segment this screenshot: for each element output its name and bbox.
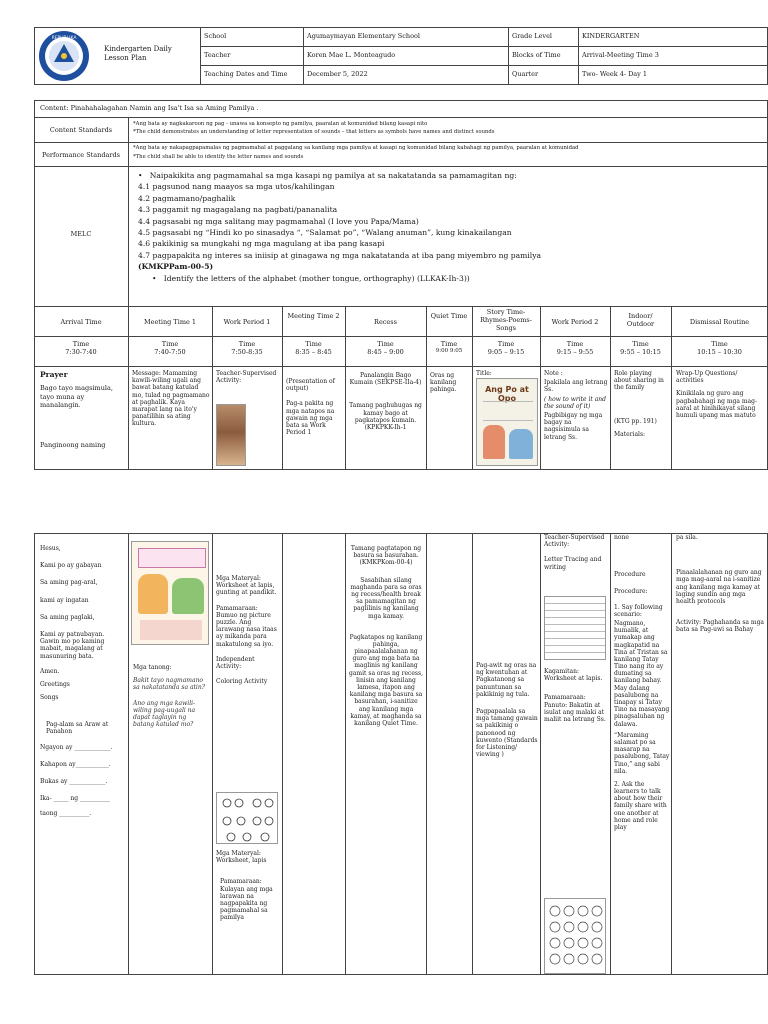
arrival-text: Panginoong naming	[40, 440, 106, 449]
label-dates: Teaching Dates and Time	[204, 70, 288, 78]
content-standards-label: Content Standards	[49, 126, 113, 134]
time-cell-meeting2: Time 8:35 – 8:45	[295, 340, 332, 357]
time-cell-story: Time 9:05 – 9:15	[487, 340, 525, 357]
melc-item: 4.3 paggamit ng magagalang na pagbati/pananalita	[138, 205, 338, 215]
story-poster-title: Ang Po at Opo	[485, 385, 529, 403]
value-blocks: Arrival-Meeting Time 3	[582, 51, 659, 59]
col-header-work2: Work Period 2	[551, 318, 599, 326]
indoor-continued: none Procedure Procedure: 1. Say following scenario: Nagmano, humalik, at yumakap ang magkapatid na Tina at Tristan sa kanilang Tatay Tino nang ito ay dumating sa kanilang bahay. May dalang pasalubong na tinapay si Tatay Tino na masayang pinagsaluhan ng dalawa. “Maraming salamat po sa masarap na pasalubong, Tatay Tino,” ang sabi nila. 2. Ask the learners to talk about how their family share with one another at home and role play	[614, 534, 670, 831]
meeting1-message: Message: Mamaming kawili-wiling ugali ang bawat batang katulad mo, tulad ng pagmamano at paghalik. Kaya marapat lang na ito'y panatilihin sa ating kultura.	[132, 370, 210, 428]
content-standards-2: *The child demonstrates an understanding of letter representation of sounds – that letters as symbols have names and distinct sounds	[133, 129, 495, 135]
time-cell-work1: Time 7:50-8:35	[231, 340, 263, 357]
work2-cell: Note : Ipakilala ang letrang Ss. ( how to write it and the sound of it) Pagbibigay ng mga bagay na nagsisimula sa letrang Ss.	[544, 370, 608, 441]
melc-item: 4.5 pagsasabi ng “Hindi ko po sinasadya “, “Salamat po”, “Walang anuman”, kung kinakailangan	[138, 227, 512, 237]
melc-item: 4.4 pagsasabi ng mga salitang may pagmamahal (I love you Papa/Mama)	[138, 216, 419, 226]
dismissal-continued: pa sila. Pinaalalahanan ng guro ang mga mag-aaral na i-sanitize ang kanilang mga kamay at laging sundin ang mga health protocols Activity: Paghahanda sa mga bata sa Pag-uwi sa Bahay	[676, 534, 764, 634]
col-header-work1: Work Period 1	[223, 318, 271, 326]
value-grade: KINDERGARTEN	[582, 32, 640, 40]
work1-coloring-text: Mga Materyal: Worksheet, lapis Pamamaraan: Kulayan ang mga larawan na nagpapakita ng pagmamahal sa pamilya	[216, 850, 273, 922]
arrival-text: Bago tayo magsimula, tayo muna ay manalangin.	[40, 384, 113, 409]
svg-text:REPUBLIKA: REPUBLIKA	[51, 36, 77, 41]
col-header-meeting2: Meeting Time 2	[287, 312, 340, 320]
label-grade: Grade Level	[512, 32, 553, 40]
meeting2-cell: (Presentation of output) Pag-a pakita ng mga natapos na gawain ng mga bata sa Work Period 1	[286, 378, 335, 437]
quiet-cell: Oras ng kanilang pahinga.	[430, 372, 457, 394]
prayer-title: Prayer	[40, 370, 68, 379]
col-header-indoor: Indoor/ Outdoor	[626, 312, 655, 329]
story-continued: Pag-awit ng oras na ng kwentuhan at Pagkatanong sa panuntunan sa pakikinig ng tula. Pagpapaalala sa mga tamang gawain sa pakikinig o panonood ng kuwento (Standards for Listening/ viewing )	[476, 662, 538, 759]
time-cell-quiet: Time 9:00 9:05	[435, 340, 463, 355]
melc-item: 4.2 pagmamano/paghalik	[138, 193, 236, 203]
work1-picture	[216, 404, 246, 466]
story-title-label: Title:	[476, 370, 492, 377]
label-quarter: Quarter	[512, 70, 539, 78]
value-school: Agumaymayan Elementary School	[307, 32, 420, 40]
recess-continued: Tamang pagtatapon ng basura sa basurahan. (KMKPKom-00-4) Sasabihan silang maghanda para sa oras ng recess/health break sa pamamagitan ng paglilinis ng kanilang mga kamay. Pagkatapos ng kanilang pahinga, pinapaalalahanan ng guro ang mga bata na maglinis ng kanilang gamit sa oras ng recess, linisin ang kanilang lamesa, itapon ang kanilang mga basura sa basurahan, i-sanitize ang kanilang mga kamay, at maghanda sa kanilang Quiet Time.	[349, 545, 423, 727]
value-quarter: Two- Week 4- Day 1	[582, 70, 648, 78]
label-blocks: Blocks of Time	[512, 51, 561, 59]
time-cell-arrival: Time 7:30-7:40	[65, 340, 97, 357]
story-poster	[476, 378, 538, 466]
melc-bullet-1: • Naipakikita ang pagmamahal sa mga kasapi ng pamilya at sa nakatatanda sa pamamagitan ng:	[138, 171, 517, 180]
col-header-recess: Recess	[374, 318, 397, 326]
col-header-meeting1: Meeting Time 1	[143, 318, 197, 326]
performance-standards-1: *Ang bata ay nakapagpapamalas ng pagmamahal at paggalang sa kanilang mga pamilya at kasapi ng komunidad bilang kabahagi ng pamilya, paaralan at komunidad	[133, 145, 579, 151]
melc-item: 4.1 pagsunod nang maayos sa mga utos/kahilingan	[138, 182, 335, 192]
time-cell-recess: Time 8:45 – 9:00	[367, 340, 404, 357]
letter-tracing-worksheet	[544, 596, 606, 660]
work1-title: Teacher-Supervised Activity:	[216, 370, 277, 385]
col-header-arrival: Arrival Time	[60, 318, 102, 326]
time-cell-indoor: Time 9:55 – 10:15	[620, 340, 661, 357]
value-teacher: Koren Mae L. Monteagudo	[307, 51, 396, 59]
melc-label: MELC	[70, 230, 92, 238]
arrival-cell	[40, 370, 124, 449]
time-cell-work2: Time 9:15 – 9:55	[556, 340, 594, 357]
time-cell-dismissal: Time 10:15 – 10:30	[697, 340, 742, 357]
letter-search-worksheet	[544, 898, 606, 974]
label-teacher: Teacher	[204, 51, 231, 59]
meeting1-questions: Mga tanong: Bakit tayo nagmamano sa nakatatanda sa atin? Ano ang mga kawili-wiling pag-uugali na dapat taglayin ng batang katulad mo?	[133, 664, 205, 729]
deped-seal-icon	[38, 30, 90, 82]
meeting1-poster	[131, 541, 209, 645]
col-header-quiet: Quiet Time	[430, 312, 468, 320]
work2-continued: Teacher-Supervised Activity: Letter Tracing and writing	[544, 534, 605, 571]
dismissal-cell: Wrap-Up Questions/ activities Kinikilala ng guro ang pagbabahagi ng mga mag-aaral at hinihikayat silang humuli upang mas matuto	[676, 370, 757, 419]
melc-code: (KMKPPam-00-5)	[138, 262, 214, 272]
label-school: School	[204, 32, 227, 40]
content-line: Content: Pinahahalagahan Namin ang Isa't Isa sa Aming Pamilya .	[40, 104, 259, 112]
content-standards-1: *Ang bata ay nagkakaroon ng pag - unawa sa konsepto ng pamilya, paaralan at komunidad bilang kasapi nito	[133, 121, 428, 127]
col-header-dismissal: Dismissal Routine	[689, 318, 750, 326]
melc-item: 4.6 pakikinig sa mungkahi ng mga magulang at iba pang kasapi	[138, 239, 385, 249]
time-cell-meeting1: Time 7:40-7:50	[154, 340, 186, 357]
melc-list	[138, 170, 758, 284]
work2-materials: Kagamitan: Worksheet at lapis. Pamamaraan: Panuto: Bakatin at isulat ang malaki at maliit na letrang Ss.	[544, 668, 606, 723]
value-dates: December 5, 2022	[307, 70, 368, 78]
indoor-cell: Role playing about sharing in the family (KTG pp. 191) Materials:	[614, 370, 664, 438]
col-header-story: Story Time-Rhymes-Poems-Songs	[480, 308, 532, 333]
performance-standards-label: Performance Standards	[41, 151, 120, 159]
melc-item: 4.7 pagpapakita ng interes sa iniisip at ginagawa ng mga nakatatanda at iba pang miyembro ng pamilya	[138, 250, 542, 260]
plan-title: Kindergarten Daily Lesson Plan	[104, 45, 172, 62]
work1-materials: Mga Materyal: Worksheet at lapis, gunting at pandikit. Pamamaraan: Bumuo ng picture puzzle. Ang larawang nasa itaas ay mikanda para makatulong sa iyo. Independent Activity: Coloring Activity	[216, 575, 277, 686]
performance-standards-2: *The child shall be able to identify the letter names and sounds	[133, 154, 304, 160]
melc-bullet-2: • Identify the letters of the alphabet (mother tongue, orthography) (LLKAK-Ih-3))	[152, 273, 470, 283]
arrival-prayer-continued: Hesus, Kami po ay gabayan Sa aming pag-aral, kami ay ingatan Sa aming paglaki, Kami ay patnubayan. Gawin mo po kaming mabait, magalang at masunuring bata. Amen. Greetings Songs Pag-alam sa Araw at Panahon Ngayon ay ____________. Kahapon ay___________. Bukas ay ____________. Ika- _____ ng __________ taong __________.	[40, 545, 113, 818]
recess-cell: Panalangin Bago Kumain (SEKPSE-IIa-4) Tamang paghuhugas ng kamay bago at pagkatapos kumain. (KPKPKK-Ih-1	[349, 372, 422, 431]
coloring-worksheet	[216, 792, 278, 844]
